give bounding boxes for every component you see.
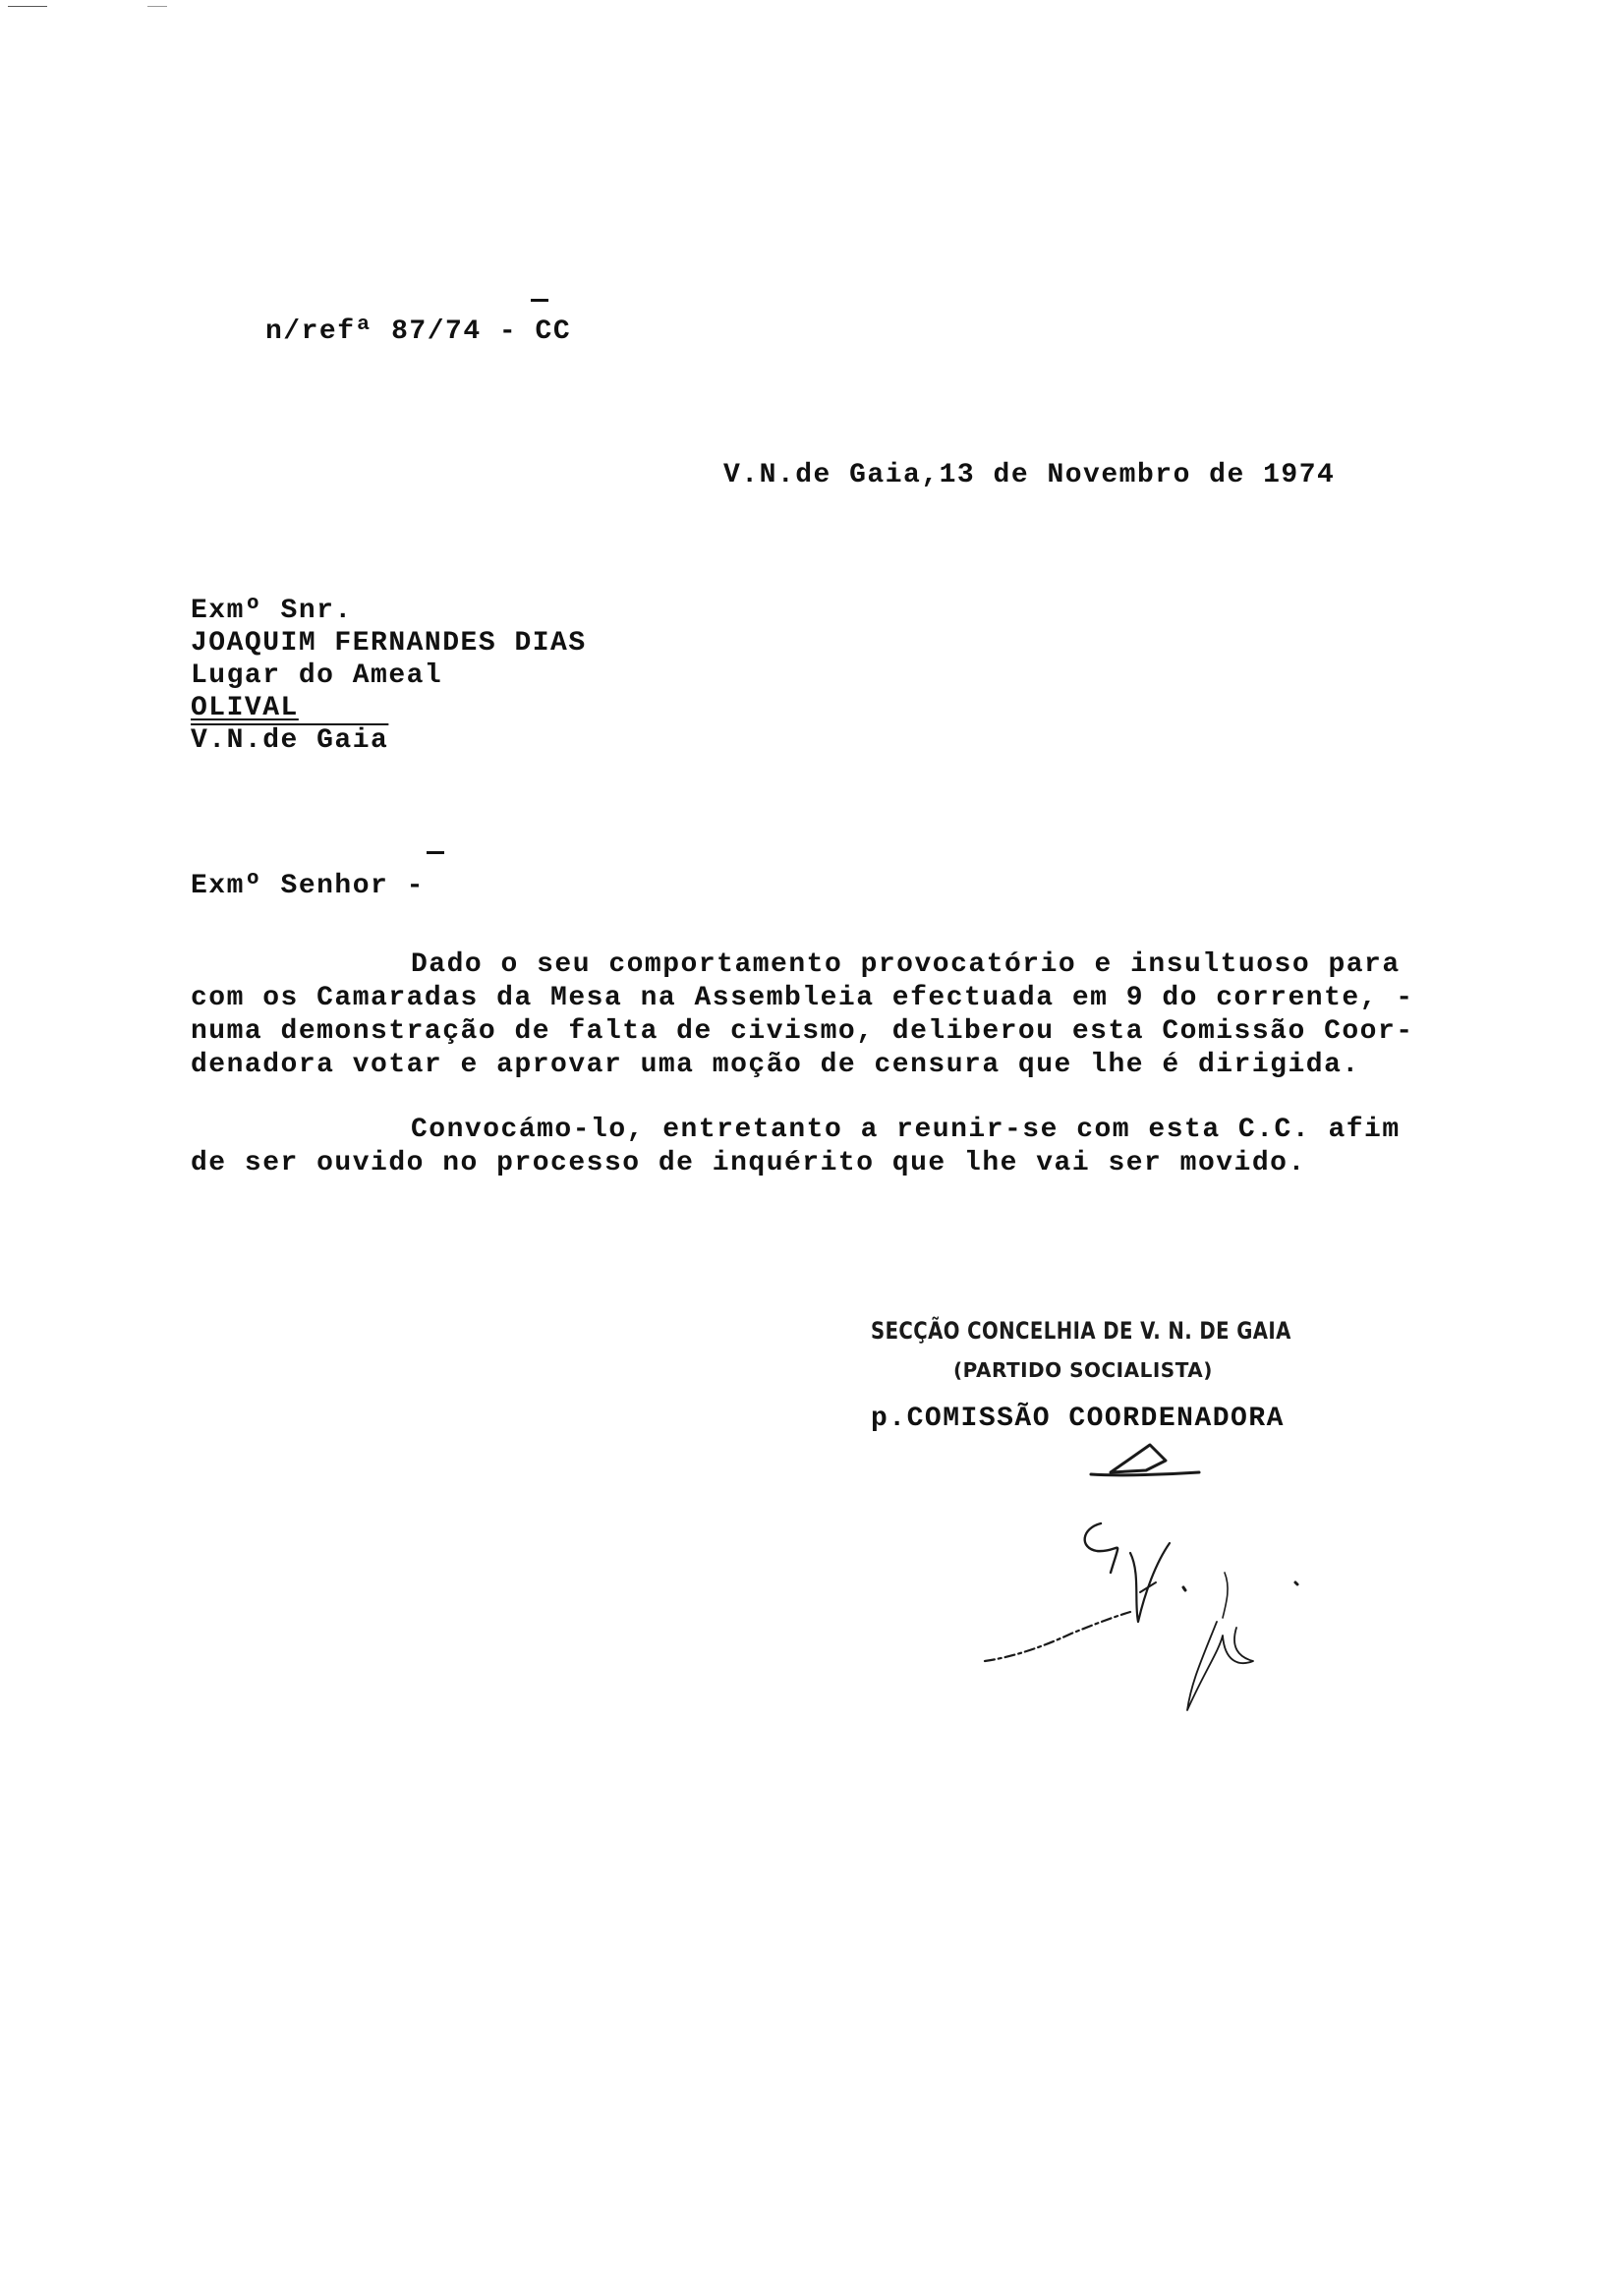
body-line: numa demonstração de falta de civismo, deliberou esta Comissão Coor- [191, 1016, 1414, 1047]
macron-mark [531, 299, 548, 302]
body-line: denadora votar e aprovar uma moção de censura que lhe é dirigida. [191, 1050, 1360, 1080]
stamp-line-1: SECÇÃO CONCELHIA DE V. N. DE GAIA [871, 1317, 1291, 1345]
macron-mark [427, 851, 444, 854]
organization-stamp [871, 1317, 1291, 1392]
body-line: Dado o seu comportamento provocatório e insultuoso para [411, 949, 1401, 980]
recipient-address-line-2: OLIVAL [191, 693, 299, 723]
date-line: V.N.de Gaia,13 de Novembro de 1974 [723, 460, 1336, 490]
handwritten-signature [973, 1425, 1346, 1750]
stamp-line-2: (PARTIDO SOCIALISTA) [953, 1358, 1213, 1382]
recipient-address-line-1: Lugar do Ameal [191, 660, 443, 691]
body-line: com os Camaradas da Mesa na Assembleia efectuada em 9 do corrente, - [191, 983, 1414, 1013]
body-line: Convocámo-lo, entretanto a reunir-se com esta C.C. afim [411, 1115, 1401, 1145]
body-line: de ser ouvido no processo de inquérito que lhe vai ser movido. [191, 1148, 1306, 1178]
recipient-address-line-3: V.N.de Gaia [191, 725, 389, 756]
signature-label: p.COMISSÃO COORDENADORA [871, 1404, 1285, 1434]
greeting: Exmº Senhor - [191, 871, 425, 901]
scan-artifact [147, 6, 167, 7]
scan-artifact [8, 6, 47, 7]
recipient-name: JOAQUIM FERNANDES DIAS [191, 628, 587, 659]
reference-number: n/refª 87/74 - CC [265, 316, 572, 347]
recipient-salutation: Exmº Snr. [191, 596, 353, 626]
